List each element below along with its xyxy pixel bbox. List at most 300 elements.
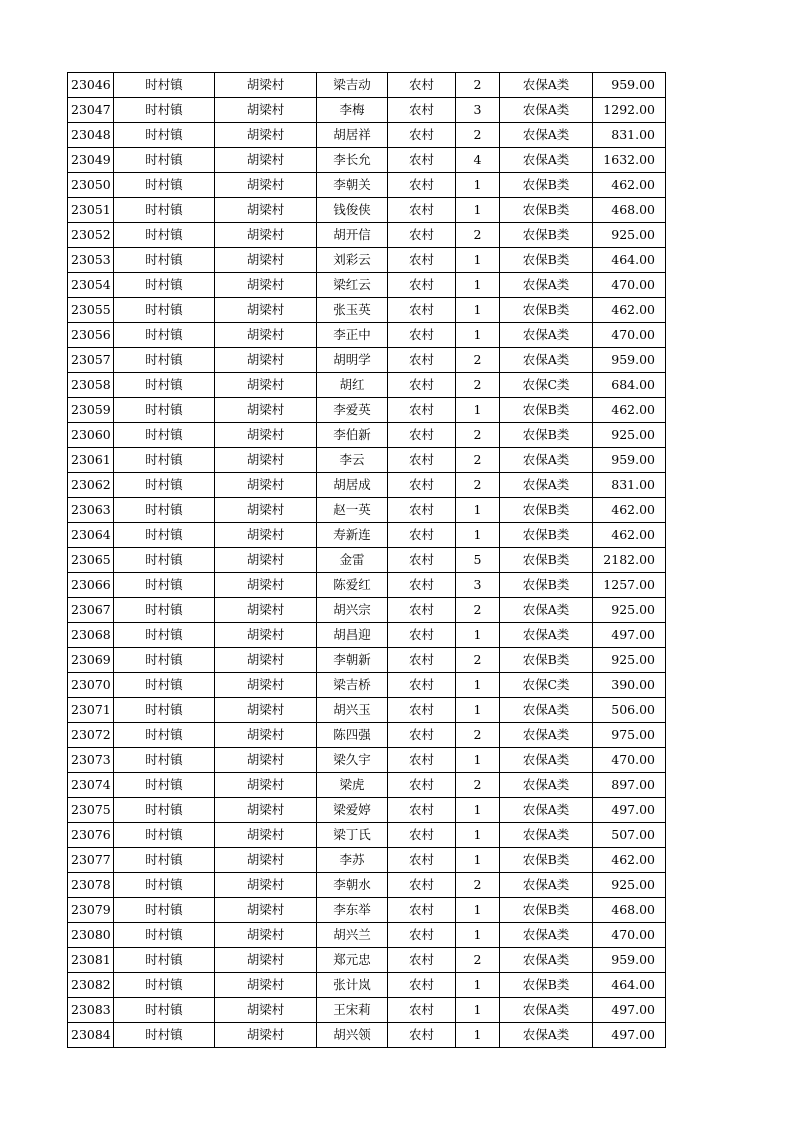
household-type-cell: 农村 — [388, 398, 456, 423]
insurance-category-cell: 农保B类 — [500, 298, 593, 323]
amount-cell: 925.00 — [593, 223, 666, 248]
person-count-cell: 1 — [456, 398, 500, 423]
amount-cell: 497.00 — [593, 623, 666, 648]
name-cell: 梁爱婷 — [317, 798, 388, 823]
table-row — [68, 923, 666, 948]
table-row — [68, 73, 666, 98]
village-cell: 胡梁村 — [215, 1023, 317, 1048]
table-row — [68, 873, 666, 898]
person-count-cell: 1 — [456, 973, 500, 998]
insurance-category-cell: 农保A类 — [500, 323, 593, 348]
row-id-cell: 23048 — [68, 123, 114, 148]
village-cell: 胡梁村 — [215, 673, 317, 698]
amount-cell: 470.00 — [593, 273, 666, 298]
village-cell: 胡梁村 — [215, 923, 317, 948]
village-cell: 胡梁村 — [215, 98, 317, 123]
person-count-cell: 2 — [456, 223, 500, 248]
household-type-cell: 农村 — [388, 223, 456, 248]
household-type-cell: 农村 — [388, 498, 456, 523]
insurance-category-cell: 农保B类 — [500, 548, 593, 573]
table-row — [68, 698, 666, 723]
town-cell: 时村镇 — [114, 373, 215, 398]
table-row — [68, 298, 666, 323]
amount-cell: 464.00 — [593, 248, 666, 273]
row-id-cell: 23076 — [68, 823, 114, 848]
household-type-cell: 农村 — [388, 473, 456, 498]
village-cell: 胡梁村 — [215, 573, 317, 598]
household-type-cell: 农村 — [388, 298, 456, 323]
insurance-category-cell: 农保C类 — [500, 673, 593, 698]
household-type-cell: 农村 — [388, 173, 456, 198]
insurance-category-cell: 农保A类 — [500, 348, 593, 373]
village-cell: 胡梁村 — [215, 773, 317, 798]
table-row — [68, 123, 666, 148]
row-id-cell: 23083 — [68, 998, 114, 1023]
amount-cell: 506.00 — [593, 698, 666, 723]
name-cell: 李朝水 — [317, 873, 388, 898]
table-row — [68, 448, 666, 473]
row-id-cell: 23070 — [68, 673, 114, 698]
name-cell: 李伯新 — [317, 423, 388, 448]
row-id-cell: 23062 — [68, 473, 114, 498]
insurance-category-cell: 农保A类 — [500, 148, 593, 173]
village-cell: 胡梁村 — [215, 298, 317, 323]
village-cell: 胡梁村 — [215, 798, 317, 823]
person-count-cell: 2 — [456, 73, 500, 98]
row-id-cell: 23059 — [68, 398, 114, 423]
row-id-cell: 23075 — [68, 798, 114, 823]
town-cell: 时村镇 — [114, 523, 215, 548]
row-id-cell: 23069 — [68, 648, 114, 673]
household-type-cell: 农村 — [388, 798, 456, 823]
household-type-cell: 农村 — [388, 598, 456, 623]
village-cell: 胡梁村 — [215, 598, 317, 623]
village-cell: 胡梁村 — [215, 198, 317, 223]
town-cell: 时村镇 — [114, 273, 215, 298]
town-cell: 时村镇 — [114, 623, 215, 648]
village-cell: 胡梁村 — [215, 323, 317, 348]
name-cell: 胡兴兰 — [317, 923, 388, 948]
household-type-cell: 农村 — [388, 848, 456, 873]
village-cell: 胡梁村 — [215, 648, 317, 673]
person-count-cell: 1 — [456, 198, 500, 223]
town-cell: 时村镇 — [114, 898, 215, 923]
table-row — [68, 848, 666, 873]
household-type-cell: 农村 — [388, 673, 456, 698]
table-row — [68, 473, 666, 498]
person-count-cell: 1 — [456, 273, 500, 298]
town-cell: 时村镇 — [114, 73, 215, 98]
insurance-category-cell: 农保B类 — [500, 898, 593, 923]
person-count-cell: 5 — [456, 548, 500, 573]
insurance-category-cell: 农保A类 — [500, 773, 593, 798]
name-cell: 梁虎 — [317, 773, 388, 798]
amount-cell: 470.00 — [593, 748, 666, 773]
household-type-cell: 农村 — [388, 523, 456, 548]
insurance-category-cell: 农保A类 — [500, 798, 593, 823]
insurance-category-cell: 农保B类 — [500, 848, 593, 873]
name-cell: 陈爱红 — [317, 573, 388, 598]
person-count-cell: 1 — [456, 923, 500, 948]
table-row — [68, 523, 666, 548]
person-count-cell: 1 — [456, 998, 500, 1023]
amount-cell: 1257.00 — [593, 573, 666, 598]
person-count-cell: 1 — [456, 523, 500, 548]
household-type-cell: 农村 — [388, 548, 456, 573]
village-cell: 胡梁村 — [215, 123, 317, 148]
row-id-cell: 23055 — [68, 298, 114, 323]
amount-cell: 462.00 — [593, 398, 666, 423]
row-id-cell: 23067 — [68, 598, 114, 623]
name-cell: 陈四强 — [317, 723, 388, 748]
village-cell: 胡梁村 — [215, 548, 317, 573]
table-row — [68, 98, 666, 123]
row-id-cell: 23079 — [68, 898, 114, 923]
name-cell: 胡红 — [317, 373, 388, 398]
name-cell: 梁红云 — [317, 273, 388, 298]
village-cell: 胡梁村 — [215, 373, 317, 398]
amount-cell: 462.00 — [593, 173, 666, 198]
village-cell: 胡梁村 — [215, 973, 317, 998]
household-type-cell: 农村 — [388, 948, 456, 973]
name-cell: 李正中 — [317, 323, 388, 348]
village-cell: 胡梁村 — [215, 698, 317, 723]
person-count-cell: 2 — [456, 123, 500, 148]
row-id-cell: 23046 — [68, 73, 114, 98]
town-cell: 时村镇 — [114, 298, 215, 323]
name-cell: 钱俊侠 — [317, 198, 388, 223]
name-cell: 李东举 — [317, 898, 388, 923]
amount-cell: 959.00 — [593, 948, 666, 973]
person-count-cell: 2 — [456, 373, 500, 398]
amount-cell: 468.00 — [593, 898, 666, 923]
village-cell: 胡梁村 — [215, 898, 317, 923]
village-cell: 胡梁村 — [215, 823, 317, 848]
name-cell: 胡兴宗 — [317, 598, 388, 623]
row-id-cell: 23053 — [68, 248, 114, 273]
town-cell: 时村镇 — [114, 873, 215, 898]
amount-cell: 507.00 — [593, 823, 666, 848]
village-cell: 胡梁村 — [215, 873, 317, 898]
insurance-category-cell: 农保A类 — [500, 698, 593, 723]
name-cell: 张计岚 — [317, 973, 388, 998]
name-cell: 李朝新 — [317, 648, 388, 673]
town-cell: 时村镇 — [114, 973, 215, 998]
row-id-cell: 23065 — [68, 548, 114, 573]
amount-cell: 462.00 — [593, 298, 666, 323]
amount-cell: 975.00 — [593, 723, 666, 748]
household-type-cell: 农村 — [388, 898, 456, 923]
village-cell: 胡梁村 — [215, 173, 317, 198]
row-id-cell: 23077 — [68, 848, 114, 873]
data-table — [67, 72, 666, 1048]
name-cell: 李朝关 — [317, 173, 388, 198]
name-cell: 赵一英 — [317, 498, 388, 523]
row-id-cell: 23051 — [68, 198, 114, 223]
row-id-cell: 23081 — [68, 948, 114, 973]
insurance-category-cell: 农保A类 — [500, 923, 593, 948]
town-cell: 时村镇 — [114, 848, 215, 873]
name-cell: 李苏 — [317, 848, 388, 873]
village-cell: 胡梁村 — [215, 423, 317, 448]
name-cell: 胡居成 — [317, 473, 388, 498]
row-id-cell: 23060 — [68, 423, 114, 448]
insurance-category-cell: 农保B类 — [500, 648, 593, 673]
name-cell: 胡兴玉 — [317, 698, 388, 723]
name-cell: 金雷 — [317, 548, 388, 573]
town-cell: 时村镇 — [114, 723, 215, 748]
table-row — [68, 398, 666, 423]
village-cell: 胡梁村 — [215, 473, 317, 498]
person-count-cell: 2 — [456, 773, 500, 798]
household-type-cell: 农村 — [388, 623, 456, 648]
table-row — [68, 598, 666, 623]
name-cell: 刘彩云 — [317, 248, 388, 273]
table-row — [68, 998, 666, 1023]
row-id-cell: 23050 — [68, 173, 114, 198]
household-type-cell: 农村 — [388, 648, 456, 673]
name-cell: 梁丁氏 — [317, 823, 388, 848]
table-row — [68, 1023, 666, 1048]
town-cell: 时村镇 — [114, 473, 215, 498]
person-count-cell: 1 — [456, 298, 500, 323]
household-type-cell: 农村 — [388, 698, 456, 723]
village-cell: 胡梁村 — [215, 948, 317, 973]
insurance-category-cell: 农保B类 — [500, 398, 593, 423]
person-count-cell: 1 — [456, 673, 500, 698]
amount-cell: 464.00 — [593, 973, 666, 998]
household-type-cell: 农村 — [388, 448, 456, 473]
name-cell: 张玉英 — [317, 298, 388, 323]
amount-cell: 462.00 — [593, 523, 666, 548]
town-cell: 时村镇 — [114, 348, 215, 373]
table-row — [68, 898, 666, 923]
insurance-category-cell: 农保B类 — [500, 173, 593, 198]
town-cell: 时村镇 — [114, 198, 215, 223]
amount-cell: 462.00 — [593, 848, 666, 873]
table-row — [68, 573, 666, 598]
insurance-category-cell: 农保B类 — [500, 973, 593, 998]
insurance-category-cell: 农保B类 — [500, 573, 593, 598]
household-type-cell: 农村 — [388, 373, 456, 398]
row-id-cell: 23071 — [68, 698, 114, 723]
table-row — [68, 548, 666, 573]
table-row — [68, 423, 666, 448]
name-cell: 李长允 — [317, 148, 388, 173]
amount-cell: 684.00 — [593, 373, 666, 398]
amount-cell: 462.00 — [593, 498, 666, 523]
person-count-cell: 2 — [456, 473, 500, 498]
person-count-cell: 2 — [456, 423, 500, 448]
town-cell: 时村镇 — [114, 648, 215, 673]
table-row — [68, 248, 666, 273]
name-cell: 郑元忠 — [317, 948, 388, 973]
table-row — [68, 223, 666, 248]
row-id-cell: 23047 — [68, 98, 114, 123]
amount-cell: 831.00 — [593, 123, 666, 148]
name-cell: 梁吉桥 — [317, 673, 388, 698]
insurance-category-cell: 农保A类 — [500, 598, 593, 623]
row-id-cell: 23066 — [68, 573, 114, 598]
insurance-category-cell: 农保A类 — [500, 273, 593, 298]
amount-cell: 497.00 — [593, 798, 666, 823]
name-cell: 李云 — [317, 448, 388, 473]
town-cell: 时村镇 — [114, 223, 215, 248]
row-id-cell: 23054 — [68, 273, 114, 298]
household-type-cell: 农村 — [388, 723, 456, 748]
village-cell: 胡梁村 — [215, 998, 317, 1023]
town-cell: 时村镇 — [114, 748, 215, 773]
town-cell: 时村镇 — [114, 773, 215, 798]
town-cell: 时村镇 — [114, 1023, 215, 1048]
insurance-category-cell: 农保A类 — [500, 1023, 593, 1048]
insurance-category-cell: 农保A类 — [500, 948, 593, 973]
person-count-cell: 1 — [456, 798, 500, 823]
amount-cell: 897.00 — [593, 773, 666, 798]
amount-cell: 925.00 — [593, 423, 666, 448]
row-id-cell: 23057 — [68, 348, 114, 373]
person-count-cell: 2 — [456, 648, 500, 673]
name-cell: 王宋莉 — [317, 998, 388, 1023]
village-cell: 胡梁村 — [215, 348, 317, 373]
insurance-category-cell: 农保A类 — [500, 823, 593, 848]
name-cell: 胡居祥 — [317, 123, 388, 148]
village-cell: 胡梁村 — [215, 223, 317, 248]
person-count-cell: 2 — [456, 873, 500, 898]
table-row — [68, 973, 666, 998]
village-cell: 胡梁村 — [215, 248, 317, 273]
household-type-cell: 农村 — [388, 423, 456, 448]
amount-cell: 831.00 — [593, 473, 666, 498]
table-row — [68, 273, 666, 298]
row-id-cell: 23068 — [68, 623, 114, 648]
insurance-category-cell: 农保A类 — [500, 98, 593, 123]
amount-cell: 959.00 — [593, 73, 666, 98]
row-id-cell: 23080 — [68, 923, 114, 948]
insurance-category-cell: 农保A类 — [500, 873, 593, 898]
person-count-cell: 4 — [456, 148, 500, 173]
person-count-cell: 2 — [456, 723, 500, 748]
insurance-category-cell: 农保B类 — [500, 223, 593, 248]
row-id-cell: 23078 — [68, 873, 114, 898]
person-count-cell: 2 — [456, 598, 500, 623]
person-count-cell: 2 — [456, 948, 500, 973]
household-type-cell: 农村 — [388, 1023, 456, 1048]
village-cell: 胡梁村 — [215, 498, 317, 523]
town-cell: 时村镇 — [114, 598, 215, 623]
village-cell: 胡梁村 — [215, 723, 317, 748]
row-id-cell: 23082 — [68, 973, 114, 998]
town-cell: 时村镇 — [114, 698, 215, 723]
person-count-cell: 2 — [456, 348, 500, 373]
table-row — [68, 148, 666, 173]
town-cell: 时村镇 — [114, 548, 215, 573]
town-cell: 时村镇 — [114, 998, 215, 1023]
insurance-category-cell: 农保B类 — [500, 498, 593, 523]
person-count-cell: 1 — [456, 623, 500, 648]
row-id-cell: 23072 — [68, 723, 114, 748]
table-row — [68, 623, 666, 648]
amount-cell: 497.00 — [593, 998, 666, 1023]
town-cell: 时村镇 — [114, 398, 215, 423]
table-row — [68, 673, 666, 698]
table-row — [68, 773, 666, 798]
insurance-category-cell: 农保A类 — [500, 448, 593, 473]
amount-cell: 468.00 — [593, 198, 666, 223]
row-id-cell: 23073 — [68, 748, 114, 773]
village-cell: 胡梁村 — [215, 848, 317, 873]
insurance-category-cell: 农保A类 — [500, 473, 593, 498]
town-cell: 时村镇 — [114, 498, 215, 523]
household-type-cell: 农村 — [388, 573, 456, 598]
amount-cell: 925.00 — [593, 598, 666, 623]
insurance-category-cell: 农保A类 — [500, 723, 593, 748]
table-row — [68, 823, 666, 848]
household-type-cell: 农村 — [388, 273, 456, 298]
village-cell: 胡梁村 — [215, 273, 317, 298]
amount-cell: 1292.00 — [593, 98, 666, 123]
household-type-cell: 农村 — [388, 323, 456, 348]
amount-cell: 497.00 — [593, 1023, 666, 1048]
household-type-cell: 农村 — [388, 198, 456, 223]
town-cell: 时村镇 — [114, 248, 215, 273]
village-cell: 胡梁村 — [215, 398, 317, 423]
household-type-cell: 农村 — [388, 348, 456, 373]
person-count-cell: 1 — [456, 698, 500, 723]
insurance-category-cell: 农保A类 — [500, 748, 593, 773]
insurance-category-cell: 农保A类 — [500, 998, 593, 1023]
table-row — [68, 748, 666, 773]
town-cell: 时村镇 — [114, 923, 215, 948]
row-id-cell: 23056 — [68, 323, 114, 348]
insurance-category-cell: 农保A类 — [500, 123, 593, 148]
table-row — [68, 648, 666, 673]
name-cell: 胡昌迎 — [317, 623, 388, 648]
household-type-cell: 农村 — [388, 873, 456, 898]
household-type-cell: 农村 — [388, 823, 456, 848]
person-count-cell: 1 — [456, 823, 500, 848]
household-type-cell: 农村 — [388, 148, 456, 173]
insurance-category-cell: 农保B类 — [500, 523, 593, 548]
table-row — [68, 198, 666, 223]
village-cell: 胡梁村 — [215, 148, 317, 173]
insurance-category-cell: 农保A类 — [500, 623, 593, 648]
amount-cell: 390.00 — [593, 673, 666, 698]
person-count-cell: 2 — [456, 448, 500, 473]
household-type-cell: 农村 — [388, 73, 456, 98]
amount-cell: 925.00 — [593, 873, 666, 898]
amount-cell: 1632.00 — [593, 148, 666, 173]
insurance-category-cell: 农保C类 — [500, 373, 593, 398]
table-row — [68, 948, 666, 973]
insurance-category-cell: 农保B类 — [500, 423, 593, 448]
insurance-category-cell: 农保B类 — [500, 198, 593, 223]
town-cell: 时村镇 — [114, 673, 215, 698]
person-count-cell: 1 — [456, 748, 500, 773]
insurance-category-cell: 农保A类 — [500, 73, 593, 98]
row-id-cell: 23061 — [68, 448, 114, 473]
person-count-cell: 1 — [456, 173, 500, 198]
row-id-cell: 23049 — [68, 148, 114, 173]
town-cell: 时村镇 — [114, 123, 215, 148]
amount-cell: 925.00 — [593, 648, 666, 673]
table-row — [68, 373, 666, 398]
town-cell: 时村镇 — [114, 573, 215, 598]
town-cell: 时村镇 — [114, 798, 215, 823]
person-count-cell: 1 — [456, 898, 500, 923]
person-count-cell: 1 — [456, 248, 500, 273]
table-row — [68, 173, 666, 198]
